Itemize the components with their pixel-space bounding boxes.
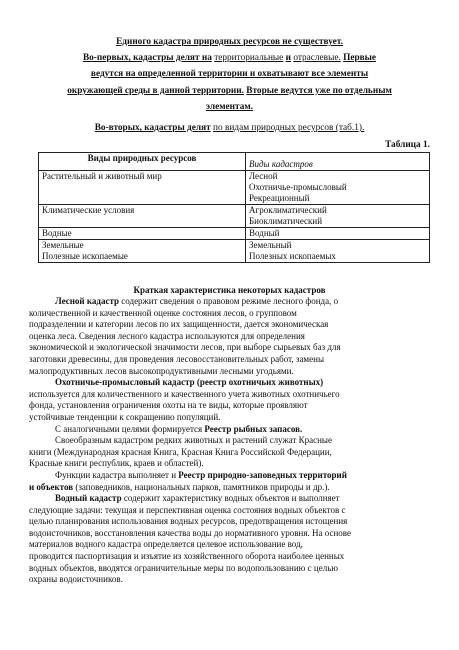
text-line: охраны водоисточников. bbox=[29, 574, 123, 585]
paragraph-red-book bbox=[29, 435, 431, 470]
table-header-resources: Виды природных ресурсов bbox=[39, 153, 246, 171]
heading-line-4 bbox=[0, 85, 459, 97]
heading-line-6 bbox=[0, 122, 459, 134]
table-header-row bbox=[39, 153, 430, 171]
cell-text: Земельный bbox=[249, 240, 292, 250]
text-territorial: территориальные bbox=[214, 53, 284, 63]
text-po-vidam: по видам природных ресурсов (таб.1). bbox=[213, 123, 365, 133]
text-pervye: Первые bbox=[343, 53, 377, 63]
text-okruzhayushchey: окружающей среды в данной территории. bbox=[67, 86, 244, 96]
kadastr-table bbox=[38, 152, 430, 263]
text-line: содержит сведения о правовом режиме лесного фонда, о bbox=[119, 296, 339, 306]
cell-text: Водный bbox=[249, 228, 280, 238]
paragraph-reserves bbox=[29, 470, 431, 493]
cell-text: Полезные ископаемые bbox=[42, 251, 128, 261]
heading-line-5: элементам. bbox=[206, 102, 253, 112]
text-line: малопродуктивных лесов высокопродуктивными лесными угодьями. bbox=[29, 365, 294, 376]
text-kadastry-delyat: Во-первых, кадастры делят на bbox=[82, 53, 212, 63]
text-line: содержит характеристику водных объектов и выполняет bbox=[121, 493, 340, 504]
section-title: Краткая характеристика некоторых кадастров bbox=[133, 285, 326, 295]
cell-text: Полезных ископаемых bbox=[249, 251, 336, 261]
paragraph-forest bbox=[29, 296, 431, 377]
text-line: подразделении и категории лесов по их защищенности, дается экономическая bbox=[29, 319, 329, 330]
text-line: используется для количественного и качественного учета животных охотничьего bbox=[29, 388, 340, 399]
text-line: Красные книги республик, краев и областей). bbox=[29, 458, 204, 469]
text-line: С аналогичными целями формируется bbox=[55, 423, 205, 434]
text-line: экономической и экологической значимости лесов, при выборе сырьевых баз для bbox=[29, 342, 341, 353]
text-line: книги (Международная красная Книга, Красная Книга Российской Федерации, bbox=[29, 446, 332, 457]
table-header-kadastry: Виды кадастров bbox=[246, 153, 430, 171]
cell-text: Земельные bbox=[42, 240, 84, 250]
term-water-kadastr: Водный кадастр bbox=[55, 493, 122, 504]
text-line: Своеобразным кадастром редких животных и растений служат Красные bbox=[55, 435, 332, 446]
cell-text: Рекреационный bbox=[249, 193, 310, 203]
term-forest-kadastr: Лесной кадастр bbox=[55, 296, 119, 306]
paragraph-hunting bbox=[29, 377, 431, 423]
heading-line-3: ведутся на определенной территории и охватывают все элементы bbox=[90, 69, 369, 79]
table-cell-resource bbox=[39, 205, 246, 228]
heading-line-1: Единого кадастра природных ресурсов не существует. bbox=[116, 37, 343, 47]
text-line: количественной и качественной оценке состояния лесов, о групповом bbox=[29, 307, 297, 318]
text-line: (заповедников, национальных парков, памятников природы и др.). bbox=[73, 481, 330, 492]
paragraph-fish bbox=[29, 424, 431, 436]
cell-text: Растительный и животный мир bbox=[42, 171, 162, 181]
text-otraslevye: отраслевые. bbox=[293, 53, 341, 63]
table-cell-kadastr bbox=[246, 171, 430, 205]
text-line: устойчивые тенденции к сокращению популяций. bbox=[29, 411, 221, 422]
term-reserve-objects: и объектов bbox=[29, 481, 74, 492]
text-line: водных объектов, вводятся ограничительные меры по водопользованию с целью bbox=[29, 562, 339, 573]
cell-text: Климатические условия bbox=[42, 205, 135, 215]
table-caption: Таблица 1. bbox=[385, 140, 430, 150]
table-cell-resource bbox=[39, 228, 246, 240]
table-row bbox=[39, 171, 430, 205]
table-row bbox=[39, 228, 430, 240]
text-line: водоисточников, восстановления качества воды до нормативного уровня. На основе bbox=[29, 527, 351, 538]
table-row bbox=[39, 205, 430, 228]
text-line: целью планирования использования водных ресурсов, предотвращения истощения bbox=[29, 516, 348, 527]
cell-text: Охотничье-промысловый bbox=[249, 182, 347, 192]
cell-text: Биоклиматический bbox=[249, 216, 323, 226]
body-text bbox=[29, 296, 431, 586]
table-row bbox=[39, 240, 430, 263]
text-line: оценка леса. Сведения лесного кадастра используются для определения bbox=[29, 330, 305, 341]
table-cell-kadastr bbox=[246, 228, 430, 240]
text-line: материалов водного кадастра определяется целевое использование вод, bbox=[29, 539, 303, 550]
heading-line-2 bbox=[0, 52, 459, 64]
text-line: фонда, установления ограничения охоты на те виды, которые проявляют bbox=[29, 400, 308, 411]
table-cell-resource bbox=[39, 171, 246, 205]
table-cell-resource bbox=[39, 240, 246, 263]
text-line: Функции кадастра выполняет и bbox=[55, 469, 179, 480]
cell-text: Агроклиматический bbox=[249, 205, 327, 215]
text-vo-vtorykh: Во-вторых, кадастры делят bbox=[94, 123, 211, 133]
text-line: заготовки древесины, для проведения лесовосстановительных работ, замены bbox=[29, 353, 324, 364]
term-fish-registry: Реестр рыбных запасов. bbox=[204, 423, 303, 434]
table-cell-kadastr bbox=[246, 240, 430, 263]
term-hunting-kadastr: Охотничье-промысловый кадастр (реестр охотничьих животных) bbox=[55, 377, 324, 388]
text-line: проводится паспортизация и изъятие из хозяйственного оборота наиболее ценных bbox=[29, 551, 345, 562]
paragraph-water bbox=[29, 493, 431, 586]
text-line: следующие задачи: текущая и перспективная оценка состояния водных объектов с bbox=[29, 504, 346, 515]
term-reserve-registry: Реестр природно-заповедных территорий bbox=[178, 469, 347, 480]
cell-text: Лесной bbox=[249, 171, 278, 181]
text-vtorye: Вторые ведутся уже по отдельным bbox=[246, 86, 392, 96]
text-and: и bbox=[285, 53, 291, 63]
table-cell-kadastr bbox=[246, 205, 430, 228]
cell-text: Водные bbox=[42, 228, 72, 238]
